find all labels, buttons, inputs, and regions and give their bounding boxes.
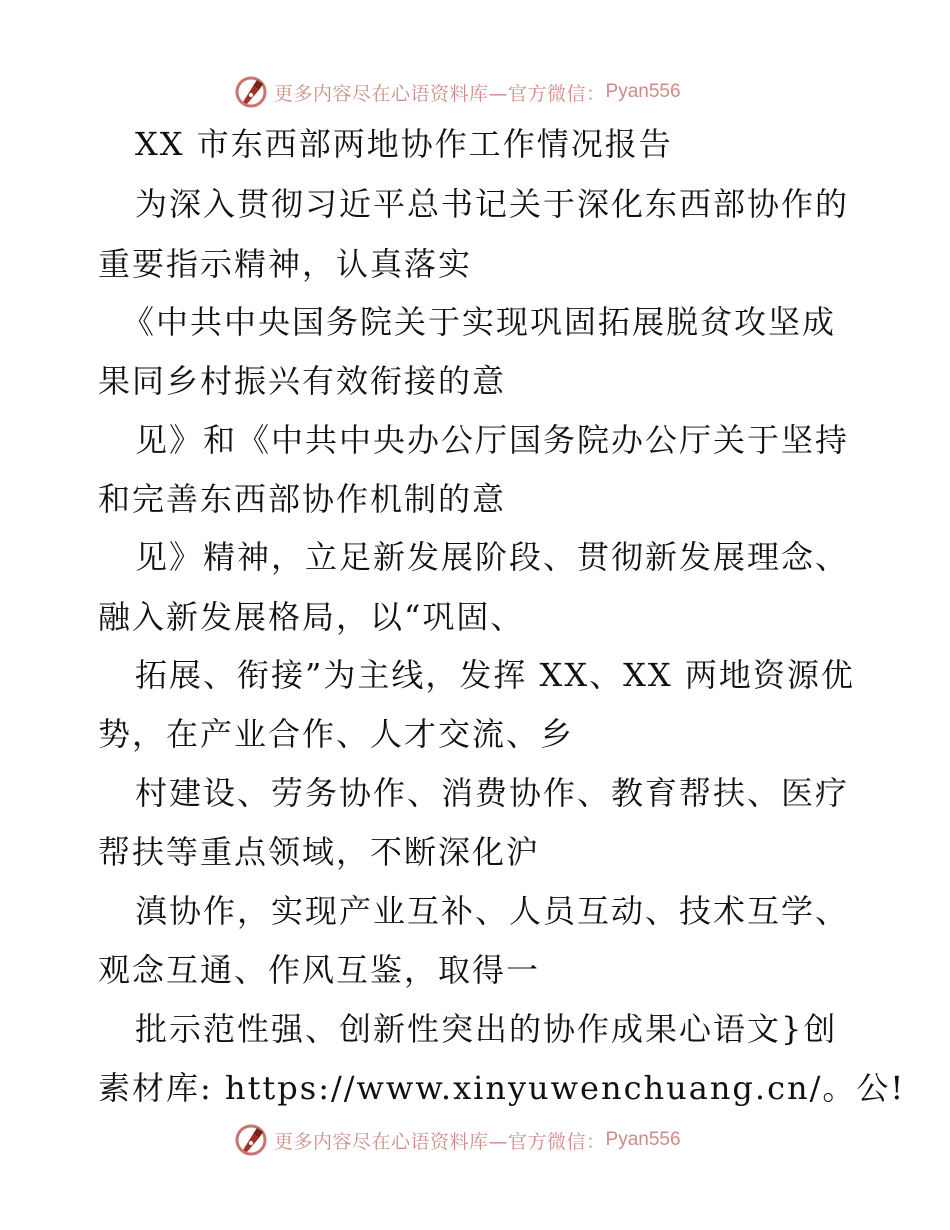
paragraph-line: 和完善东西部协作机制的意 xyxy=(98,480,507,518)
paragraph-line: 融入新发展格局，以“巩固、 xyxy=(98,598,525,636)
watermark-text: 更多内容尽在心语资料库—官方微信： xyxy=(274,1130,606,1153)
watermark-handle: Pyan556 xyxy=(605,1129,681,1150)
watermark-banner-top xyxy=(234,72,681,112)
document-title: XX 市东西部两地协作工作情况报告 xyxy=(135,125,673,163)
paragraph-line: 《中共中央国务院关于实现巩固拓展脱贫攻坚成 xyxy=(122,303,837,341)
paragraph-line: 观念互通、作风互鉴，取得一 xyxy=(98,951,541,989)
paragraph-line: 拓展、衔接”为主线，发挥 XX、XX 两地资源优 xyxy=(135,656,855,694)
paragraph-line: 果同乡村振兴有效衔接的意 xyxy=(98,362,507,400)
paragraph-line: 批示范性强、创新性突出的协作成果心语文}创 xyxy=(135,1010,838,1048)
paragraph-line: 势，在产业合作、人才交流、乡 xyxy=(98,715,575,753)
paragraph-line: 素材库: https://www.xinyuwenchuang.cn/。公! xyxy=(98,1069,906,1107)
paragraph-line: 重要指示精神，认真落实 xyxy=(98,245,473,283)
pen-nib-logo-icon xyxy=(234,1123,268,1157)
paragraph-line: 见》和《中共中央办公厅国务院办公厅关于坚持 xyxy=(135,421,850,459)
paragraph-line: 帮扶等重点领域，不断深化沪 xyxy=(98,833,541,871)
paragraph-line: 村建设、劳务协作、消费协作、教育帮扶、医疗 xyxy=(135,774,850,812)
watermark-handle: Pyan556 xyxy=(605,81,681,102)
paragraph-line: 见》精神，立足新发展阶段、贯彻新发展理念、 xyxy=(135,538,850,576)
paragraph-line: 为深入贯彻习近平总书记关于深化东西部协作的 xyxy=(135,185,850,223)
pen-nib-logo-icon xyxy=(234,75,268,109)
watermark-text: 更多内容尽在心语资料库—官方微信： xyxy=(274,82,606,105)
watermark-banner-bottom xyxy=(234,1120,681,1160)
paragraph-line: 滇协作，实现产业互补、人员互动、技术互学、 xyxy=(135,892,850,930)
